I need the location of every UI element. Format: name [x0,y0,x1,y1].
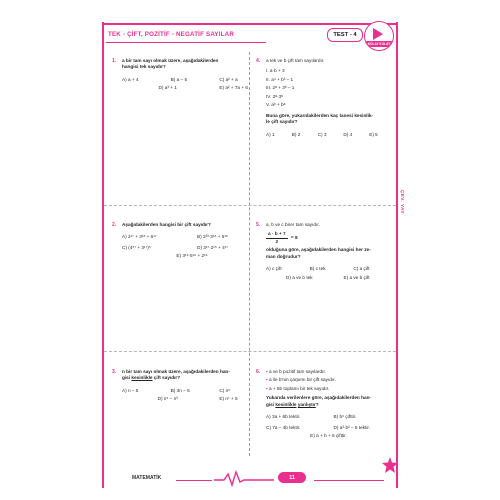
option-e[interactable]: E) a² + 7a + 6 [219,85,248,91]
option-b[interactable]: B) 3n – 5 [170,387,190,393]
options [122,234,262,251]
options [122,77,262,92]
heartbeat-icon [214,470,274,488]
option-d[interactable]: D) 3¹⁷·2¹⁵ + 4¹⁷ [197,244,228,250]
footer-line-right [314,480,384,481]
option-d[interactable]: D) 4 [343,131,353,137]
condition-1: ▪ a ve b pozitif tam sayılardır. [266,369,391,375]
question-5 [256,222,391,281]
question-3 [112,369,262,403]
title-underline [106,42,266,43]
statement-3: III. 2ᵃ + 3ᵇ – 1 [266,85,295,91]
statement-2: II. a⁴ + b³ – 1 [266,76,294,82]
question-number: 3. [112,369,117,375]
question-number: 5. [256,222,261,228]
options [266,414,391,431]
statement-1: I. a·b + 3 [266,68,285,74]
footer-subject: MATEMATİK [132,475,162,481]
play-icon [373,28,383,40]
video-label: KOLAY KOLAY [367,42,391,46]
page-title: TEK - ÇİFT, POZİTİF - NEGATİF SAYILAR [108,31,234,38]
right-border [396,22,398,488]
option-c[interactable]: C) a² + a [219,76,238,82]
equation [266,231,391,245]
question-stem: Aşağıdakilerden hangisi bir çift sayıdır? [122,222,211,227]
top-border [104,23,396,25]
row-divider-2 [104,351,396,352]
footer [104,470,396,488]
option-c[interactable]: C) a çift [353,266,370,272]
option-c[interactable]: C) 7a – 4b tektir. [266,424,301,430]
equation-rhs: = 8 [290,235,298,241]
option-e[interactable]: E) a ve b çift [343,274,370,280]
option-c[interactable]: C) n⁵ [219,387,231,393]
statement-4: IV. 2ᵃ·3ᵇ [266,93,283,99]
question-stem: olduğuna göre, aşağıdakilerden hangisi her ze- man doğrudur? [266,247,371,259]
question-1 [112,58,262,92]
question-6 [256,369,391,440]
option-e[interactable]: E) 3¹⁶·5¹⁶ + 2¹⁶ [176,253,208,259]
question-number: 4. [256,58,261,64]
options-row-2 [266,275,391,281]
option-d[interactable]: D) a ve b tek [286,274,313,280]
option-b[interactable]: B) 2²³·3¹⁸ + 5¹⁸ [197,234,228,240]
option-a[interactable]: A) 2¹⁷ + 3¹⁸ + 6¹⁷ [122,234,157,240]
option-a[interactable]: A) n – 5 [122,387,139,393]
option-b[interactable]: B) b⁶ çifttir. [333,414,357,420]
page-number: 11 [278,472,306,483]
option-b[interactable]: B) 2 [291,131,301,137]
video-play-icon[interactable] [364,21,394,51]
options [266,132,391,138]
option-e[interactable]: E) 5 [369,131,378,137]
question-stem: Yukarıda verilenlere göre, aşağıdakilerden han- gisi kesinlikle yanlıştır? [266,395,371,407]
option-e[interactable]: E) a + b + 6 çifttir. [310,433,347,439]
statement-5: V. aᵇ + bᵃ [266,102,286,108]
question-number: 1. [112,58,117,64]
option-b[interactable]: B) a – 5 [170,76,188,82]
question-stem: Buna göre, yukarıdakilerden kaç tanesi kesinlik- le çift sayıdır? [266,112,374,125]
question-2 [112,222,262,260]
option-d[interactable]: D) a³·b² – 5 tektir. [333,424,370,430]
question-number: 2. [112,222,117,228]
option-a[interactable]: A) 1 [266,131,275,137]
footer-line-left [176,480,212,481]
statement-list [266,68,391,108]
left-border [102,22,104,488]
option-b[interactable]: B) c tek [309,266,326,272]
fraction-denominator: 2 [275,238,279,244]
option-d[interactable]: D) n⁵ – n³ [157,396,178,402]
option-e[interactable]: E) n⁷ + 5 [219,396,238,402]
test-badge: TEST - 4 [327,28,363,42]
question-4 [256,58,391,138]
option-c[interactable]: C) 3 [317,131,327,137]
option-c[interactable]: C) (4⁵⁷ + 3¹⁷)⁵ [122,244,151,250]
options [122,388,262,403]
question-number: 6. [256,369,261,375]
option-d[interactable]: D) a³ + 1 [158,85,177,91]
condition-2: ▪ a ile b'nin çarpımı bir çift sayıdır. [266,377,391,383]
question-stem: n bir tam sayı olmak üzere, aşağıdakilerden han- gisi kesinlikle çift sayıdır? [122,369,230,381]
question-intro: a, b ve c birer tam sayıdır. [266,222,320,227]
option-a[interactable]: A) 3a + 6b tektir. [266,414,301,420]
side-label: ÇEV. YAY [399,189,404,214]
options [266,266,391,272]
condition-list [266,369,391,392]
star-badge-icon [382,457,398,473]
fraction-numerator: a · b + 7 [266,231,288,238]
option-a[interactable]: A) c çift [266,266,282,272]
question-stem: a bir tam sayı olmak üzere, aşağıdakilerden hangisi tek sayıdır? [122,58,219,70]
row-divider-1 [104,205,396,206]
condition-3: ▪ a + 5b toplamı bir tek sayıdır. [266,386,391,392]
fraction [266,231,288,245]
question-intro: a tek ve b çift tam sayılardır. [266,58,325,63]
option-a[interactable]: A) a + 4 [122,76,139,82]
